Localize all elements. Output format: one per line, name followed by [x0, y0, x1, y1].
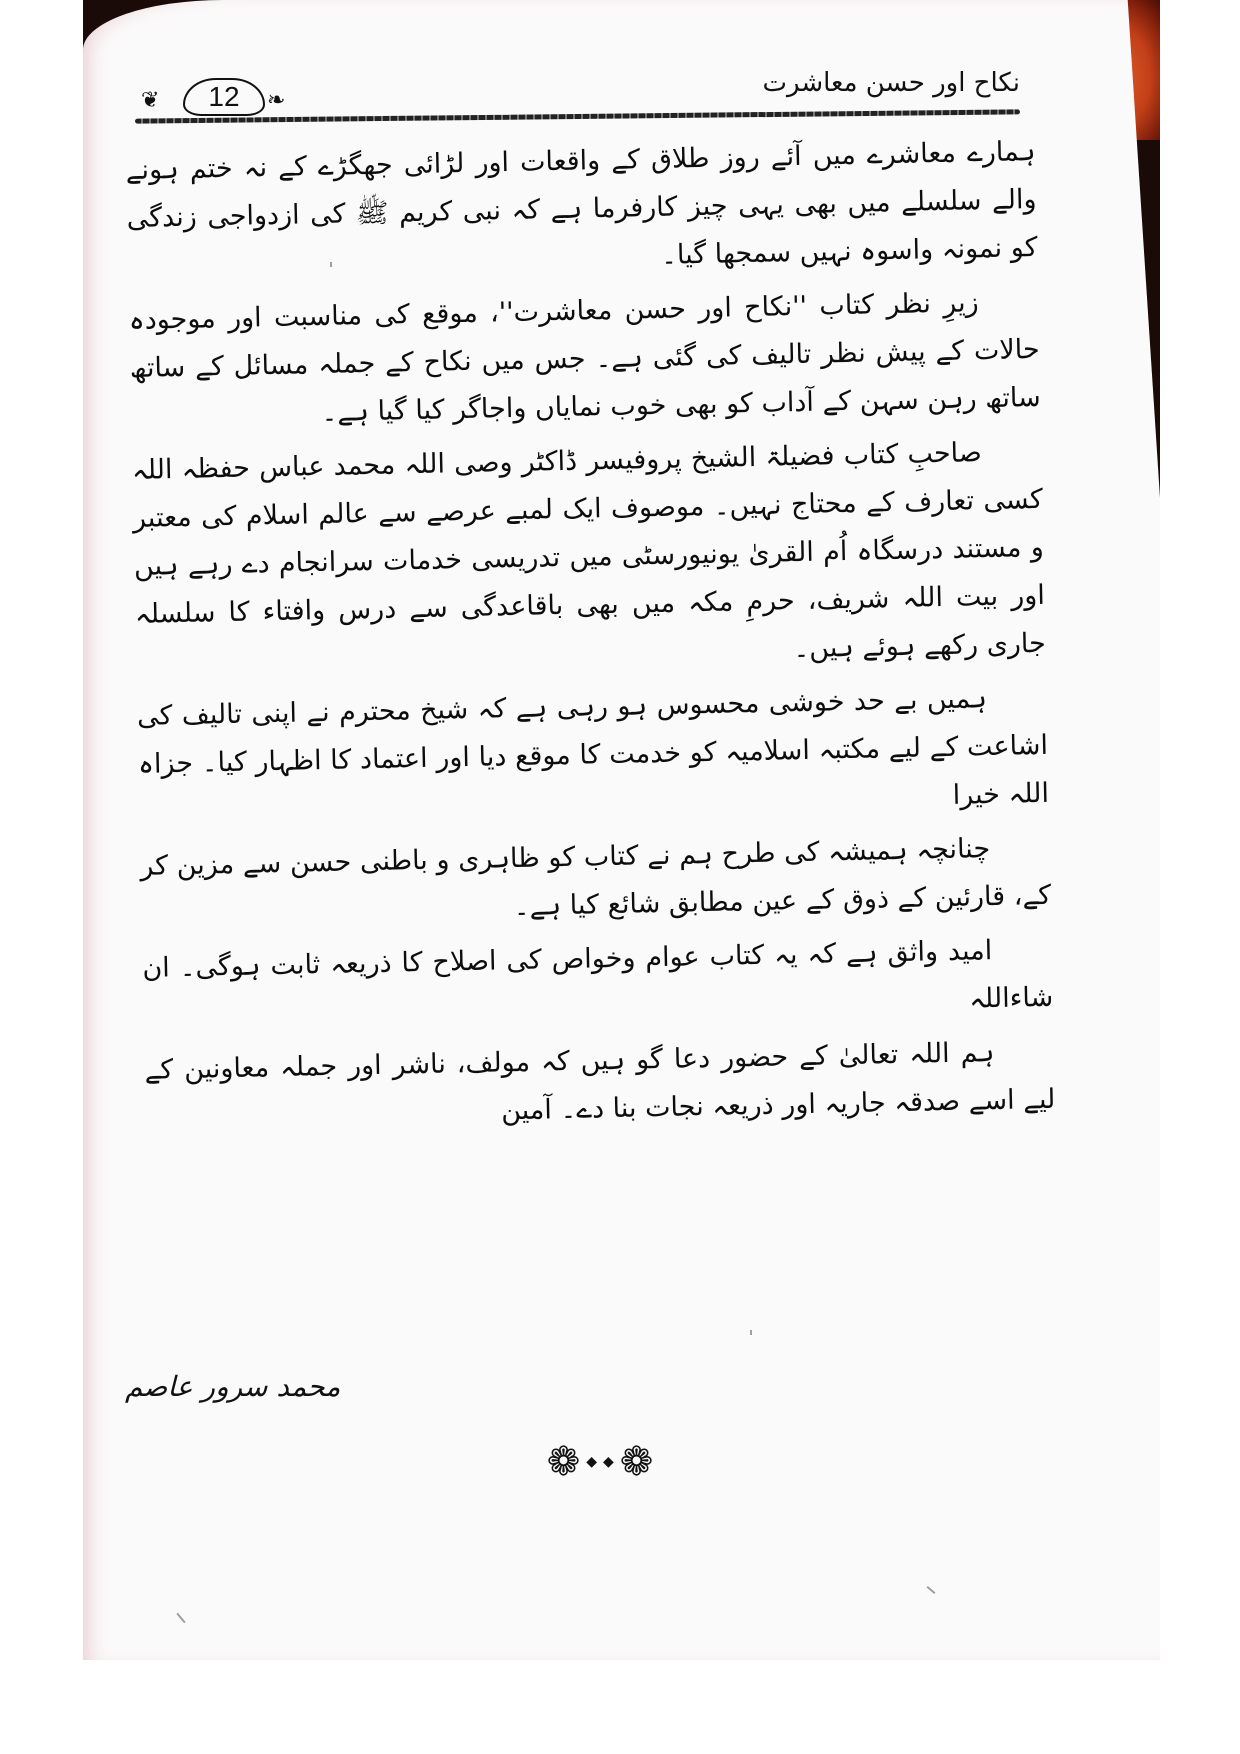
- paragraph: ہمارے معاشرے میں آئے روز طلاق کے واقعات اور لڑائی جھگڑے کے نہ ختم ہونے والے سلسلے میں بھی یہی چیز کارفرما ہے کہ نبی کریم ﷺ کی ازدواجی زندگی کو نمونہ واسوہ نہیں سمجھا گیا۔: [125, 135, 1038, 271]
- floral-ornament-icon: ❦: [141, 88, 160, 113]
- paisley-ornament-icon: ❁: [619, 1439, 654, 1485]
- paragraph: صاحبِ کتاب فضیلۃ الشیخ پروفیسر ڈاکٹر وصی اللہ محمد عباس حفظہ اللہ کسی تعارف کے محتاج نہیں۔ موصوف ایک لمبے عرصے سے عالم اسلام کی معتبر و مستند درسگاہ اُم القریٰ یونیورسٹی میں تدریسی خدمات سرانجام دے رہے ہیں اور بیت اللہ شریف، حرمِ مکہ میں بھی باقاعدگی سے درس وافتاء کا سلسلہ جاری رکھے ہوئے ہیں۔: [131, 437, 1047, 665]
- page-number-badge: [183, 78, 265, 116]
- paragraph: ہمیں بے حد خوشی محسوس ہو رہی ہے کہ شیخ محترم نے اپنی تالیف کی اشاعت کے لیے مکتبہ اسلامیہ کو خدمت کا موقع دیا اور اعتماد کا اظہار کیا۔ جزاہ اللہ خیرا: [136, 683, 1050, 811]
- paragraph: ہم اللہ تعالیٰ کے حضور دعا گو ہیں کہ مولف، ناشر اور جملہ معاونین کے لیے اسے صدقہ جاریہ اور ذریعہ نجات بنا دے۔ آمین: [144, 1037, 1056, 1127]
- body-text: [125, 128, 1056, 1149]
- paisley-ornament-icon: ❁: [546, 1439, 581, 1485]
- floral-ornament-icon: ❧: [267, 88, 286, 113]
- paragraph: چنانچہ ہمیشہ کی طرح ہم نے کتاب کو ظاہری و باطنی حسن سے مزین کر کے، قارئین کے ذوق کے عین مطابق شائع کیا ہے۔: [139, 833, 1052, 923]
- running-title: نکاح اور حسن معاشرت: [762, 68, 1020, 98]
- dot-icon: ◆: [586, 1454, 597, 1470]
- author-signature: محمد سرور عاصم: [125, 1370, 341, 1403]
- paragraph: زیرِ نظر کتاب ''نکاح اور حسن معاشرت''، موقع کی مناسبت اور موجودہ حالات کے پیش نظر تالیف کی گئی ہے۔ جس میں نکاح کے جملہ مسائل کے ساتھ ساتھ رہن سہن کے آداب کو بھی خوب نمایاں واجاگر کیا گیا ہے۔: [128, 287, 1041, 429]
- dot-icon: ◆: [603, 1454, 614, 1470]
- paragraph: امید واثق ہے کہ یہ کتاب عوام وخواص کی اصلاح کا ذریعہ ثابت ہوگی۔ ان شاءاللہ: [142, 935, 1054, 1015]
- paper-speck: [330, 262, 332, 267]
- page-header: [135, 70, 1020, 130]
- footer-ornament: [500, 1432, 700, 1492]
- page-number: 12: [208, 81, 240, 112]
- paper-speck: [750, 1330, 752, 1335]
